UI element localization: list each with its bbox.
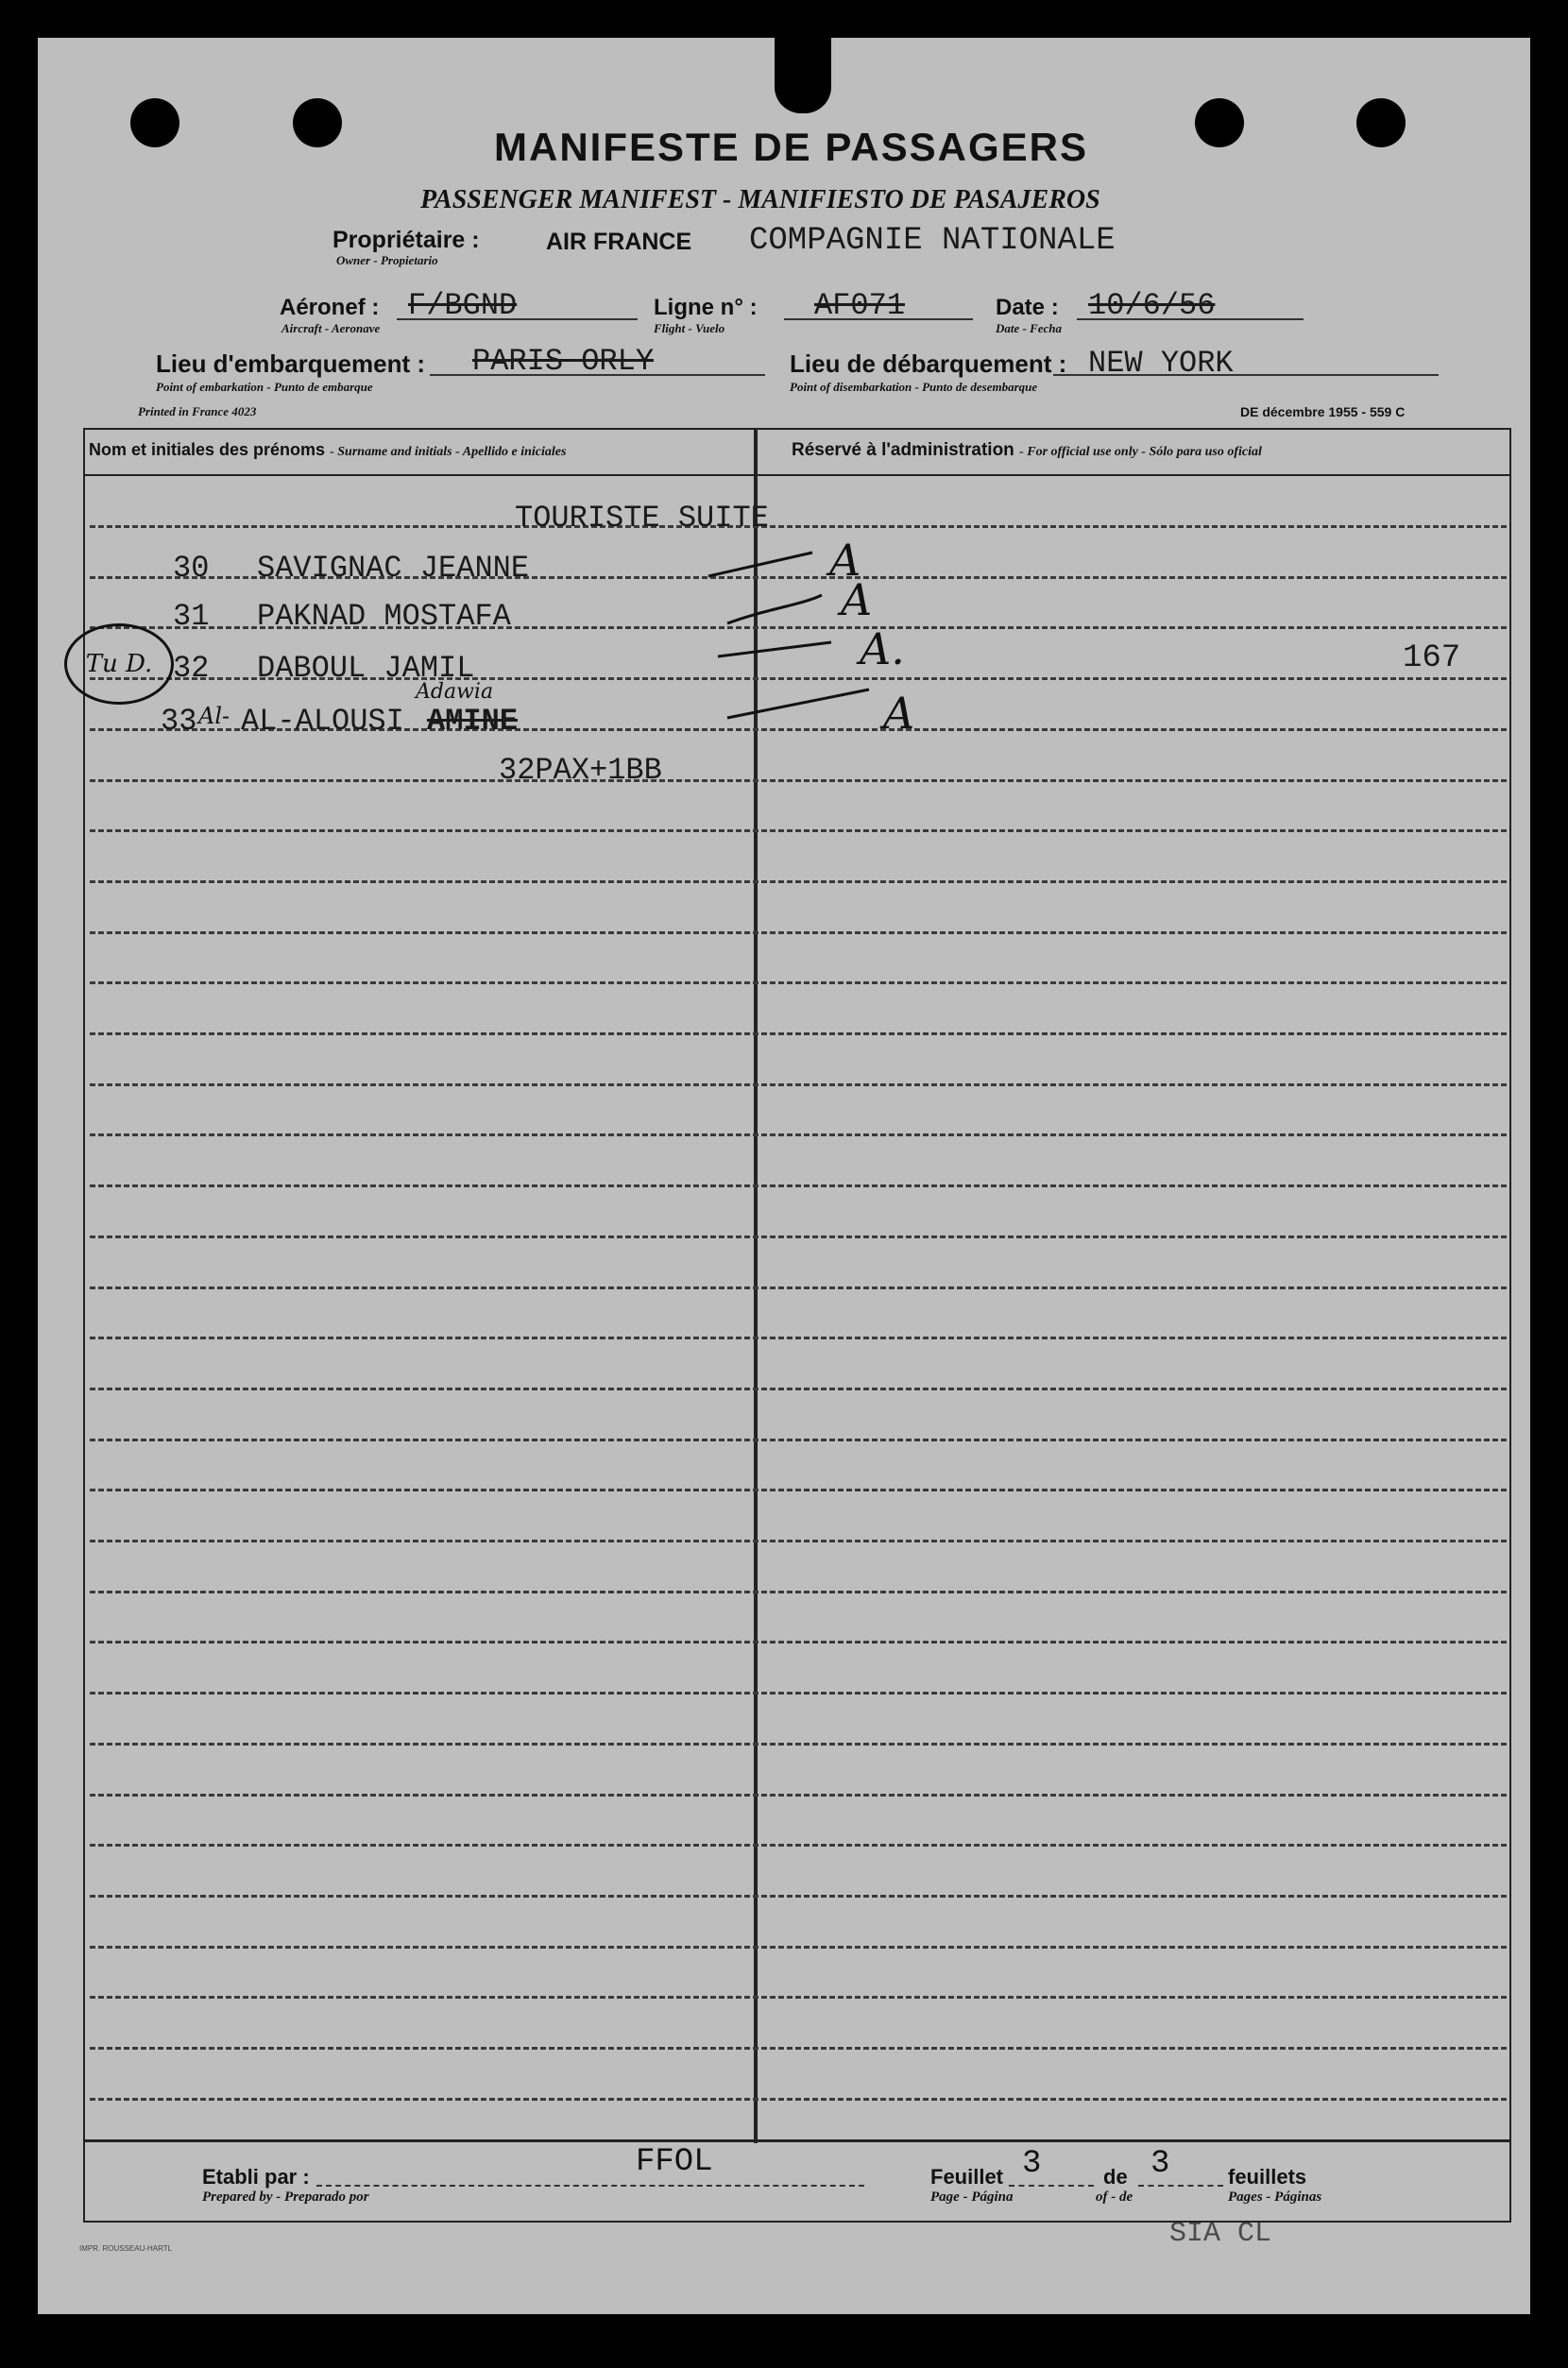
ruled-line (90, 1489, 1507, 1491)
embark-label: Lieu d'embarquement : (156, 349, 425, 378)
bottom-code: SIA CL (1169, 2218, 1272, 2250)
ruled-line (90, 1844, 1507, 1847)
owner-label: Propriétaire : (332, 227, 480, 253)
date-label: Date : (996, 295, 1059, 320)
passenger-name: AL-ALOUSI (241, 704, 404, 739)
disembark-value: NEW YORK (1088, 346, 1234, 381)
ruled-line (90, 1794, 1507, 1797)
prepared-by-underline (316, 2185, 864, 2187)
handwritten-correction: Adawia (416, 680, 494, 704)
form-subtitle: PASSENGER MANIFEST - MANIFIESTO DE PASAJEROS (420, 185, 1100, 214)
aircraft-value: F/BGND (408, 288, 518, 323)
prepared-by-value: FFOL (636, 2144, 713, 2180)
embark-sublabel: Point of embarkation - Punto de embarque (156, 380, 373, 394)
footer-divider (83, 2139, 1511, 2142)
ruled-line (90, 1133, 1507, 1136)
flight-value: AF071 (814, 288, 906, 323)
ruled-line (90, 1032, 1507, 1035)
disembark-sublabel: Point of disembarkation - Punto de desembarque (790, 380, 1038, 394)
prepared-by-label: Etabli par : (202, 2165, 310, 2189)
punch-hole (293, 98, 342, 147)
ruled-line (90, 931, 1507, 934)
date-sublabel: Date - Fecha (996, 321, 1063, 335)
ruled-line (90, 1439, 1507, 1441)
ruled-line (90, 1996, 1507, 1999)
ruled-line (90, 2098, 1507, 2101)
passenger-number: 33 (161, 704, 197, 739)
total-pages-underline (1138, 2185, 1223, 2187)
ruled-line (90, 829, 1507, 832)
ruled-line (90, 1388, 1507, 1390)
ruled-line (90, 2047, 1507, 2050)
circled-stamp: Tu D. (64, 623, 174, 705)
embark-underline (430, 374, 765, 376)
punch-hole (130, 98, 179, 147)
ruled-line (90, 1591, 1507, 1593)
ruled-line (90, 1286, 1507, 1289)
ruled-line (90, 1641, 1507, 1644)
admin-mark: A. (860, 623, 905, 674)
owner-sublabel: Owner - Propietario (336, 253, 438, 267)
sheets-sublabel: Pages - Páginas (1228, 2189, 1322, 2205)
owner-value-printed: AIR FRANCE (546, 229, 692, 255)
punch-hole (1195, 98, 1244, 147)
aircraft-label: Aéronef : (280, 295, 380, 320)
admin-mark: A (829, 535, 861, 586)
ruled-line (90, 981, 1507, 984)
passenger-number: 31 (173, 599, 210, 634)
ruled-line (90, 1743, 1507, 1746)
embark-value: PARIS ORLY (472, 344, 655, 379)
date-value: 10/6/56 (1088, 288, 1216, 323)
date-underline (1077, 318, 1304, 320)
passenger-name: DABOUL JAMIL (257, 651, 475, 686)
col1-header-translation: - Surname and initials - Apellido e iniciales (330, 445, 567, 459)
of-label: de (1103, 2165, 1128, 2189)
print-reference: DE décembre 1955 - 559 C (1240, 404, 1406, 419)
col1-header (89, 440, 566, 460)
passenger-number: 30 (173, 551, 210, 586)
flight-sublabel: Flight - Vuelo (654, 321, 725, 335)
admin-mark: A (883, 688, 915, 739)
official-number: 167 (1403, 640, 1461, 676)
ruled-line (90, 1895, 1507, 1898)
total-pages: 3 (1150, 2146, 1170, 2182)
of-sublabel: of - de (1096, 2189, 1133, 2205)
passenger-total: 32PAX+1BB (499, 753, 662, 788)
page-sublabel: Page - Página (930, 2189, 1014, 2205)
prepared-by-sublabel: Prepared by - Preparado por (202, 2189, 369, 2205)
punch-hole (1356, 98, 1406, 147)
col2-header-translation: - For official use only - Sólo para uso oficial (1019, 445, 1262, 459)
sheets-label: feuillets (1228, 2165, 1307, 2189)
aircraft-sublabel: Aircraft - Aeronave (281, 321, 381, 335)
page-label: Feuillet (930, 2165, 1004, 2189)
disembark-label: Lieu de débarquement : (790, 349, 1067, 378)
header-divider (83, 474, 1511, 476)
flight-label: Ligne n° : (654, 295, 758, 320)
passenger-name: PAKNAD MOSTAFA (257, 599, 511, 634)
ruled-line (90, 779, 1507, 782)
printer-imprint: IMPR. ROUSSEAU-HARTL (79, 2244, 173, 2253)
ruled-line (90, 1692, 1507, 1695)
disembark-underline (1053, 374, 1439, 376)
ruled-line (90, 880, 1507, 883)
ruled-line (90, 525, 1507, 528)
page-number: 3 (1022, 2146, 1042, 2182)
handwritten-prefix: Al- (198, 703, 230, 729)
aircraft-underline (397, 318, 638, 320)
col2-header-main: Réservé à l'administration (792, 440, 1014, 460)
col1-header-main: Nom et initiales des prénoms (89, 440, 326, 459)
ruled-line (90, 1083, 1507, 1086)
ruled-line (90, 1235, 1507, 1238)
flight-underline (784, 318, 973, 320)
admin-mark: A (841, 574, 873, 625)
ruled-line (90, 1184, 1507, 1187)
passenger-name: SAVIGNAC JEANNE (257, 551, 530, 586)
page-underline (1009, 2185, 1094, 2187)
ruled-line (90, 1337, 1507, 1339)
form-title: MANIFESTE DE PASSAGERS (494, 125, 1088, 169)
printed-in: Printed in France 4023 (138, 404, 257, 418)
owner-value-typed: COMPAGNIE NATIONALE (749, 223, 1116, 259)
passenger-number: 32 (173, 651, 210, 686)
ruled-line (90, 1946, 1507, 1949)
section-title: TOURISTE SUITE (515, 501, 769, 536)
paper-notch (775, 38, 831, 113)
ruled-line (90, 1540, 1507, 1542)
col2-header (792, 440, 1262, 461)
crossed-out-name: AMINE (427, 704, 519, 739)
